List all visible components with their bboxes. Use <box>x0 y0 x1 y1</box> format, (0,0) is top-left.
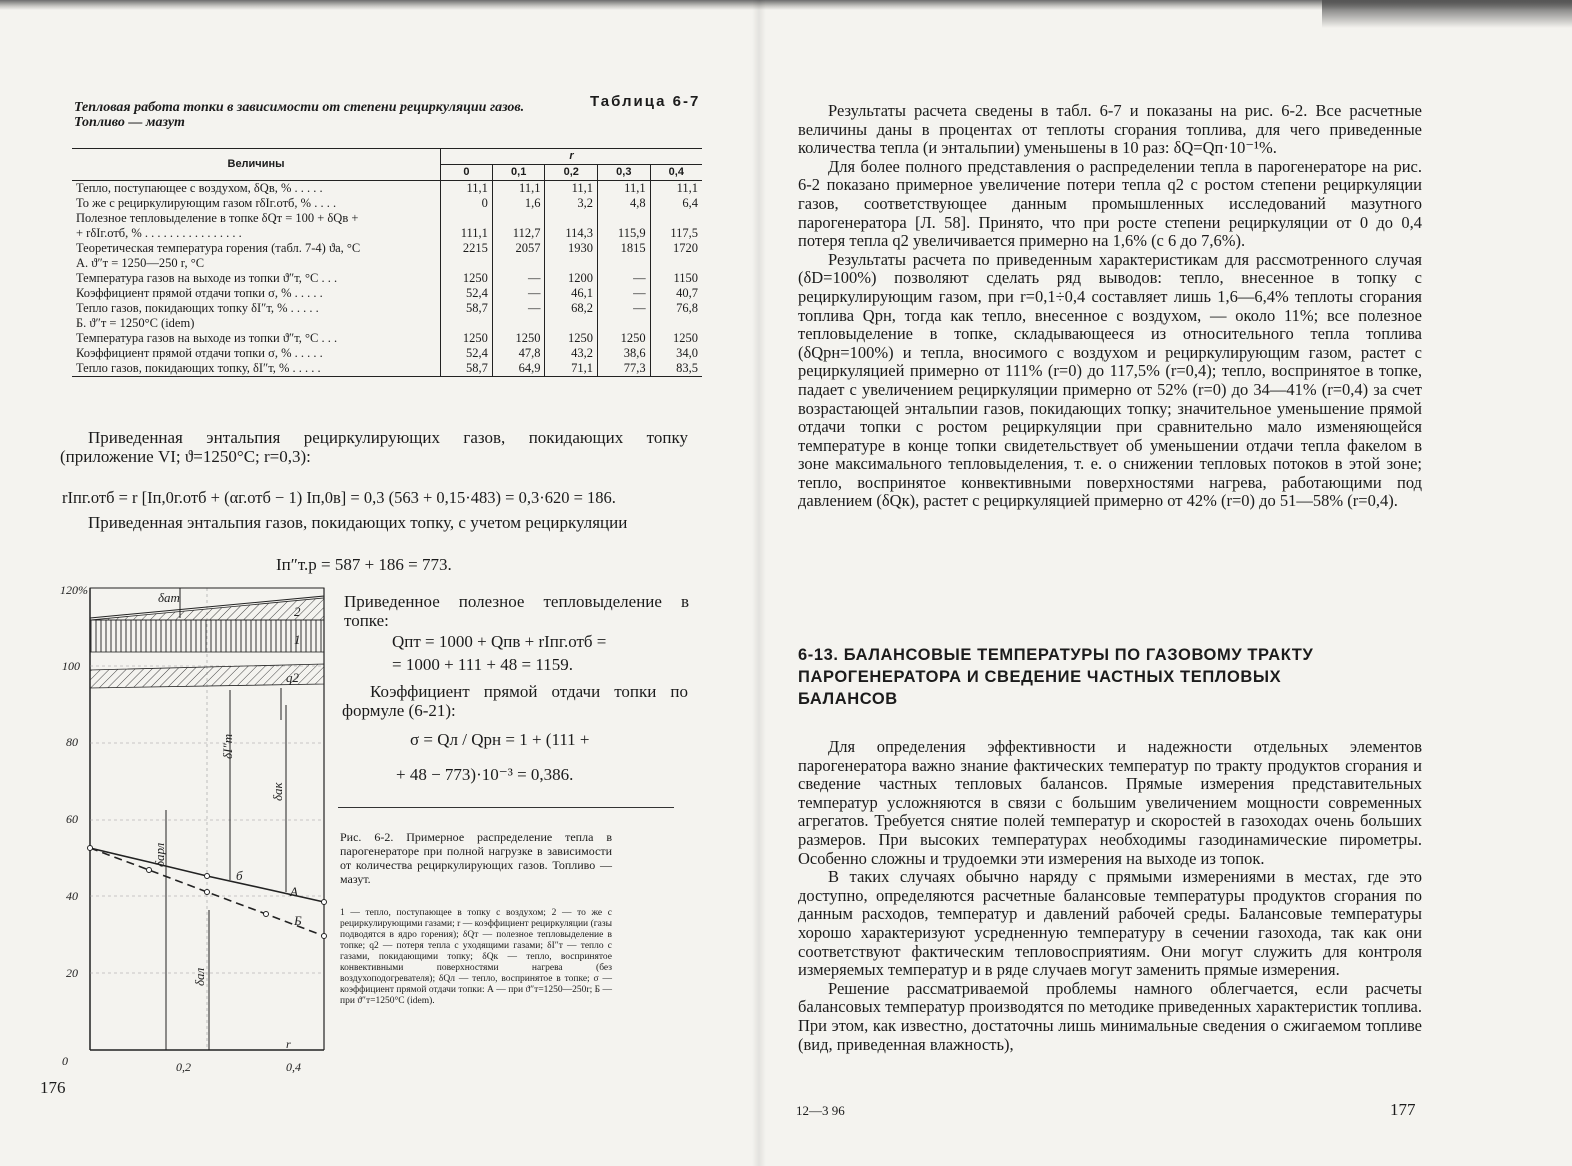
table-cell: 1250 <box>492 331 545 346</box>
table-cell: 3,2 <box>545 196 598 211</box>
label-2: 2 <box>294 604 301 619</box>
table-row <box>72 286 702 301</box>
table-cell: — <box>492 271 545 286</box>
table-cell <box>650 316 702 331</box>
paragraph: В таких случаях обычно наряду с прямыми измерениями в местах, где это доступно, определяются расчетные балансовые температуры продуктов сгорания по данным расходов, температур и давлений рабочей среды. Балансовые температуры хорошо характеризуют усредненную температуру в сечении газохода, так как они соответствуют фактическим тепловосприятиям. Они могут служить для контроля измеряемых температур и в ряде случаев могут заменить прямые измерения. <box>798 867 1422 980</box>
table-row <box>72 181 702 197</box>
y-tick-labels <box>60 583 301 1074</box>
row-label: + rδIг.отб, % . . . . . . . . . . . . . . . . <box>72 226 441 241</box>
figure-caption: Рис. 6-2. Примерное распределение тепла в парогенераторе при полной нагрузке в зависимости от количества рециркулирующих газов. Топливо — мазут. <box>340 830 612 886</box>
paragraph: Результаты расчета по приведенным характеристикам для рассмотренного случая (δD=100%) позволяют сделать ряд выводов: тепло, внесенное в топку с рециркулирующим газом, при r=0,1÷0,4 составляет лишь 1,6—6,4% теплоты сгорания топлива Qрн, тогда как тепло, внесенное с воздухом, — около 11%; все полезное тепловыделение в топке, складывающееся из относительного тепла топлива (δQрн=100%) и тепла, вносимого с воздухом и рециркулирующим газом, растет с рециркуляцией примерно от 111% (r=0) до 117,5% (r=0,4); тепло, воспринятое в топке, падает с увеличением рециркуляции примерно от 52% (r=0) до 34—41% (r=0,4) за счет возрастающей энтальпии газов, покидающих топку; значительное уменьшение прямой отдачи топки с ростом рециркуляции при сравнительно мало изменяющейся температуре в конце топки свидетельствует об уменьшении отдачи тепла факелом в зоне максимального тепловыделения, т. е. о снижении тепловых потоков в этой зоне; тепло, воспринятое конвективными поверхностями нагрева, работающими под давлением (δQк), растет с рециркуляцией примерно от 42% (r=0) до 51—58% (r=0,4). <box>798 249 1422 511</box>
table-cell <box>598 256 651 271</box>
table-cell: — <box>598 286 651 301</box>
table-row <box>72 256 702 271</box>
table-row <box>72 271 702 286</box>
figure-rule <box>338 807 674 808</box>
table-caption-line1: Тепловая работа топки в зависимости от степени рециркуляции газов. <box>74 100 525 115</box>
row-label: Теоретическая температура горения (табл. 7-4) ϑa, °C <box>72 241 441 256</box>
table-row <box>72 331 702 346</box>
table-cell: 1930 <box>545 241 598 256</box>
band-1 <box>90 620 324 652</box>
table-row <box>72 316 702 331</box>
table-row <box>72 211 702 226</box>
table-cell: — <box>492 301 545 316</box>
table-cell: 4,8 <box>598 196 651 211</box>
paragraph: Результаты расчета сведены в табл. 6-7 и показаны на рис. 6-2. Все расчетные величины даны в процентах от теплоты сгорания топлива, для чего приведенные количества тепла (и энтальпии) уменьшены в 10 раз: δQ=Qп·10⁻¹%. <box>798 101 1422 158</box>
row-label: Б. ϑ″т = 1250°C (idem) <box>72 316 441 331</box>
table-cell: 114,3 <box>545 226 598 241</box>
x-tick: 0,2 <box>176 1060 191 1074</box>
table-cell: 11,1 <box>492 181 545 197</box>
table-cell: 1200 <box>545 271 598 286</box>
table-cell: 2057 <box>492 241 545 256</box>
y-tick: 80 <box>66 735 78 749</box>
table-body <box>72 181 702 377</box>
text-enthalpy-recirc: Приведенная энтальпия рециркулирующих газов, покидающих топку (приложение VI; ϑ=1250°C; r=0,3): <box>60 428 688 466</box>
section-title-line: 6-13. БАЛАНСОВЫЕ ТЕМПЕРАТУРЫ ПО ГАЗОВОМУ ТРАКТУ <box>798 646 1314 664</box>
page-number-left: 176 <box>40 1078 66 1097</box>
table-cell <box>650 256 702 271</box>
table-cell: 46,1 <box>545 286 598 301</box>
table-cell <box>492 211 545 226</box>
table-cell: — <box>598 271 651 286</box>
y-tick: 60 <box>66 812 78 826</box>
table-cell: 1720 <box>650 241 702 256</box>
table-cell: 34,0 <box>650 346 702 361</box>
table-cell: 83,5 <box>650 361 702 377</box>
table-cell <box>441 211 493 226</box>
table-cell: 1250 <box>462 271 488 285</box>
table-cell <box>598 316 651 331</box>
formula-enthalpy-gas: Iп″т.р = 587 + 186 = 773. <box>276 555 452 574</box>
table-cell: 6,4 <box>650 196 702 211</box>
y-tick: 120% <box>60 583 88 597</box>
label-a: А <box>290 884 298 899</box>
left-page <box>0 0 760 1166</box>
row-label: Тепло, поступающее с воздухом, δQв, % . . . . . <box>72 181 441 197</box>
table-row <box>72 301 702 316</box>
row-label: Тепло газов, покидающих топку δI″т, % . . . . . <box>72 301 441 316</box>
table-cell: 112,7 <box>492 226 545 241</box>
table-cell: 1815 <box>598 241 651 256</box>
table-cell: 52,4 <box>466 346 488 360</box>
table-cell <box>441 316 493 331</box>
figure-legend: 1 — тепло, поступающее в топку с воздухом; 2 — то же с рециркулирующими газами; r — коэффициент рециркуляции (газы подводятся в ядро горения); δQт — полезное тепловыделение в топке; q2 — потеря тепла с уходящими газами; δI″т — тепло с газами, покидающими топку; δQк — тепло, воспринятое конвективными поверхностями нагрева (без воздухоподогревателя); δQл — тепло, воспринятое в топке; σ — коэффициент прямой отдачи топки: А — при ϑ″т=1250—250r; Б — при ϑ″т=1250°C (idem). <box>340 908 612 1006</box>
row-label: Температура газов на выходе из топки ϑ″т, °C . . . <box>72 271 441 286</box>
col-header-name: Величины <box>72 149 441 181</box>
table-caption-line2: Топливо — мазут <box>74 115 185 130</box>
table-cell: 1,6 <box>492 196 545 211</box>
table-cell <box>492 316 545 331</box>
page-number-right: 177 <box>1390 1100 1416 1119</box>
scan-corner-shadow <box>1322 0 1572 28</box>
figure-6-2-svg <box>54 580 344 1080</box>
axis-r-label: r <box>286 1037 291 1051</box>
table-cell: — <box>492 286 545 301</box>
text-enthalpy-gas: Приведенная энтальпия газов, покидающих топку, с учетом рециркуляции <box>88 513 628 532</box>
table-cell: 11,1 <box>650 181 702 197</box>
table-cell <box>545 211 598 226</box>
r-header: 0,4 <box>650 165 702 181</box>
paragraph: Решение рассматриваемой проблемы намного облегчается, если расчеты балансовых температур производятся по методике приведенных характеристик топлива. При этом, как известно, достаточны лишь минимальные сведения о сжигаемом топливе (вид, приведенная влажность), <box>798 978 1422 1054</box>
y-tick: 20 <box>66 966 78 980</box>
label-dat: δaт <box>158 590 180 605</box>
col-header-r: r <box>441 149 703 165</box>
y-tick: 40 <box>66 889 78 903</box>
table-row <box>72 361 702 377</box>
paragraph: Для более полного представления о распределении тепла в парогенераторе на рис. 6-2 показано примерное увеличение потери тепла q2 с ростом степени рециркуляции газов, соответствующее данным промышленных исследований мазутного парогенератора [Л. 58]. Принято, что при росте степени рециркуляции от 0 до 0,4 потеря тепла q2 увеличивается примерно на 1,6% (с 6 до 7,6%). <box>798 156 1422 251</box>
table-row <box>72 346 702 361</box>
table-cell: 43,2 <box>545 346 598 361</box>
section-title-line: ПАРОГЕНЕРАТОРА И СВЕДЕНИЕ ЧАСТНЫХ ТЕПЛОВЫХ <box>798 668 1282 686</box>
row-label: Коэффициент прямой отдачи топки σ, % . . . . . <box>72 346 441 361</box>
right-block-1 <box>798 102 1422 511</box>
table-row <box>72 226 702 241</box>
table-cell: 1150 <box>650 271 702 286</box>
table-cell: 47,8 <box>492 346 545 361</box>
text-useful-heat: Приведенное полезное тепловыделение в топке: <box>344 592 689 630</box>
table-cell: 64,9 <box>492 361 545 377</box>
right-block-2 <box>798 738 1422 1054</box>
formula-sigma-a: σ = Qл / Qрн = 1 + (111 + <box>410 730 590 749</box>
section-title-line: БАЛАНСОВ <box>798 690 898 708</box>
table-label: Таблица 6-7 <box>590 93 701 110</box>
label-b: Б <box>294 913 302 928</box>
x-tick: 0,4 <box>286 1060 301 1074</box>
row-label: Коэффициент прямой отдачи топки σ, % . . . . . <box>72 286 441 301</box>
table-cell: 40,7 <box>650 286 702 301</box>
r-header: 0,3 <box>598 165 651 181</box>
label-dal: δaл <box>192 967 207 986</box>
table-cell: 1250 <box>545 331 598 346</box>
table-row <box>72 196 702 211</box>
table-cell <box>492 256 545 271</box>
table-cell <box>598 211 651 226</box>
table-cell: 1250 <box>650 331 702 346</box>
table-cell: 2215 <box>462 241 488 255</box>
table-cell <box>545 256 598 271</box>
row-label: Полезное тепловыделение в топке δQт = 100 + δQв + <box>72 211 441 226</box>
arrows <box>166 588 286 1050</box>
table-cell: 1250 <box>598 331 651 346</box>
label-dak: δaк <box>270 782 285 801</box>
r-header: 0,2 <box>545 165 598 181</box>
table-caption <box>74 100 634 130</box>
table-cell: 111,1 <box>460 226 488 240</box>
label-q2: q2 <box>286 670 299 685</box>
table-cell: 58,7 <box>441 361 493 377</box>
table-cell <box>650 211 702 226</box>
table-cell <box>441 256 493 271</box>
formula-useful-heat-b: = 1000 + 111 + 48 = 1159. <box>392 655 573 674</box>
label-b-lower: б <box>236 868 243 883</box>
table-row <box>72 241 702 256</box>
row-label: То же с рециркулирующим газом rδIг.отб, % . . . . <box>72 196 441 211</box>
text-direct-return: Коэффициент прямой отдачи топки по формуле (6-21): <box>342 682 688 720</box>
r-header: 0 <box>441 165 493 181</box>
row-label: Температура газов на выходе из топки ϑ″т, °C . . . <box>72 331 441 346</box>
table-cell: 58,7 <box>466 301 488 315</box>
grid-lines <box>90 588 324 1050</box>
r-header: 0,1 <box>492 165 545 181</box>
table-cell: 11,1 <box>545 181 598 197</box>
table-cell: 68,2 <box>545 301 598 316</box>
y-tick: 0 <box>62 1054 68 1068</box>
footer-signature: 12—3 96 <box>796 1103 845 1118</box>
data-table <box>72 148 702 377</box>
table-cell: 77,3 <box>598 361 651 377</box>
table-cell: 38,6 <box>598 346 651 361</box>
table-cell: — <box>598 301 651 316</box>
row-label: А. ϑ″т = 1250—250 r, °C <box>72 256 441 271</box>
formula-sigma-b: + 48 − 773)·10⁻³ = 0,386. <box>396 765 574 784</box>
formula-enthalpy-recirc: rIпг.отб = r [Iп,0г.отб + (αг.отб − 1) Iп,0в] = 0,3 (563 + 0,15·483) = 0,3·620 = 186. <box>62 488 616 507</box>
section-title <box>798 644 1418 710</box>
row-label: Тепло газов, покидающих топку, δI″т, % . . . . . <box>72 361 441 377</box>
table-cell: 117,5 <box>650 226 702 241</box>
table-cell: 52,4 <box>466 286 488 300</box>
table-cell: 115,9 <box>598 226 651 241</box>
table-cell: 11,1 <box>466 181 488 195</box>
figure-6-2 <box>54 580 344 1080</box>
table-cell: 11,1 <box>598 181 651 197</box>
table-cell: 1250 <box>462 331 488 345</box>
y-tick: 100 <box>62 659 80 673</box>
table-cell: 71,1 <box>545 361 598 377</box>
table-cell <box>545 316 598 331</box>
label-1: 1 <box>294 632 301 647</box>
label-di-t: δI″т <box>220 733 235 759</box>
formula-useful-heat-a: Qпт = 1000 + Qпв + rIпг.отб = <box>392 632 607 651</box>
table-cell: 0 <box>481 196 488 210</box>
table-cell: 76,8 <box>650 301 702 316</box>
paragraph: Для определения эффективности и надежности отдельных элементов парогенератора важно знание фактических температур по тракту продуктов сгорания и сведение частных тепловых балансов. Прямые измерения представительных температур усложняются в связи с большим увеличением мощности современных агрегатов. Требуется снятие полей температур и скоростей в газоходах очень больших размеров. При высоких температурах необходимы газодинамические пирометры. Особенно сложны и трудоемки эти измерения на выходе из топок. <box>798 737 1422 868</box>
label-darl: δaрл <box>152 842 167 867</box>
